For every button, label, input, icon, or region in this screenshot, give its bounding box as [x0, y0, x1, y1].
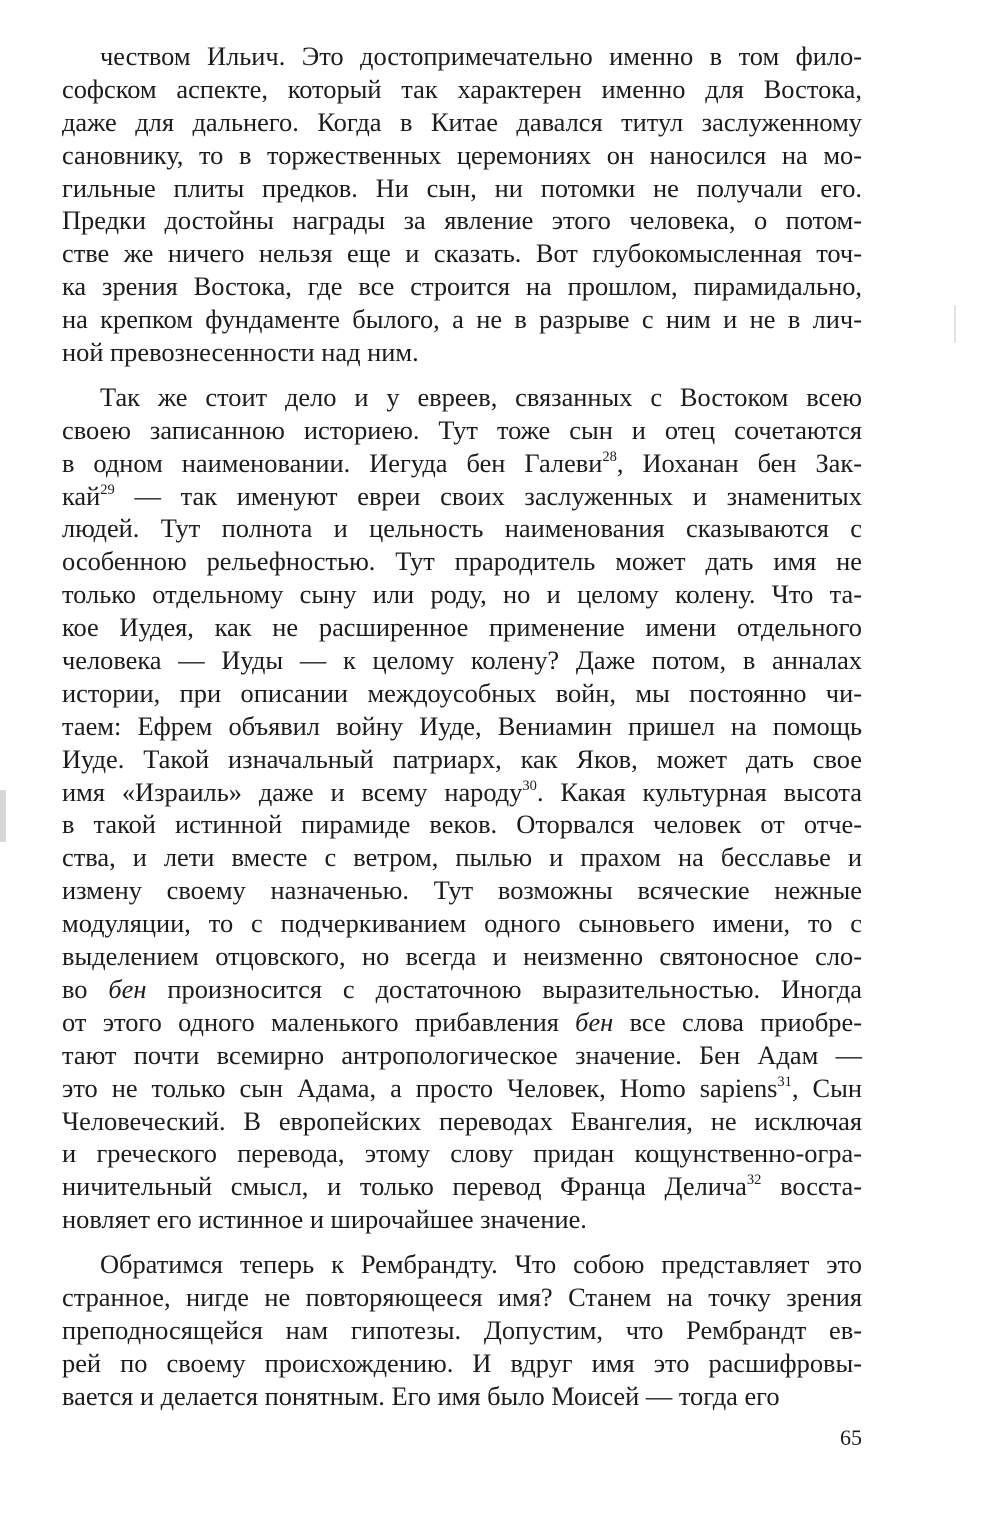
text-line: измену своему назначенью. Тут возможны всяческие нежные [62, 875, 862, 906]
text-segment: , Сын [791, 1072, 862, 1103]
footnote-ref: 29 [100, 481, 115, 498]
text-segment: от этого одного маленького прибавления [62, 1006, 576, 1037]
text-line: выделением отцовского, но всегда и неизменно святоносное сло- [62, 941, 862, 972]
text-segment: это не только сын Адама, а просто Человек, Homo sapiens [62, 1072, 778, 1103]
text-line: и греческого перевода, этому слову придан кощунственно-огра- [62, 1138, 862, 1169]
text-line [62, 973, 862, 1006]
text-line: гильные плиты предков. Ни сын, ни потомки не получали его. [62, 172, 862, 203]
text-line: даже для дальнего. Когда в Китае давался титул заслуженному [62, 106, 862, 137]
text-line: Так же стоит дело и у евреев, связанных с Востоком всею [100, 381, 862, 412]
text-line: особенною рельефностью. Тут прародитель может дать имя не [62, 546, 862, 577]
footnote-ref: 30 [522, 777, 537, 794]
text-line [62, 1170, 862, 1203]
footnote-ref: 32 [746, 1172, 762, 1189]
text-segment: восста- [761, 1171, 862, 1202]
text-line: ства, и лети вместе с ветром, пылью и прахом на бесславье и [62, 842, 862, 873]
paragraph [62, 381, 862, 1236]
text-line: рей по своему происхождению. И вдруг имя это расшифровы- [62, 1347, 862, 1378]
text-segment: , Иоханан бен Зак- [616, 447, 862, 478]
text-line: вается и делается понятным. Его имя было Моисей — тогда его [62, 1380, 780, 1411]
footnote-ref: 31 [777, 1073, 792, 1090]
italic-word: бен [575, 1006, 614, 1037]
text-line: кое Иудея, как не расширенное применение имени отдельного [62, 612, 862, 643]
text-line: Обратимся теперь к Рембрандту. Что собою представляет это [100, 1249, 862, 1280]
text-line: модуляции, то с подчеркиванием одного сыновьего имени, то с [62, 908, 862, 939]
text-line: новляет его истинное и широчайшее значение. [62, 1204, 587, 1235]
text-segment: ничительный смысл, и только перевод Франца Делича [62, 1171, 747, 1202]
footnote-ref: 28 [602, 448, 617, 465]
text-line [62, 480, 862, 513]
text-segment: произносится с достаточною выразительностью. Иногда [146, 973, 862, 1004]
text-line: своею записанною историею. Тут тоже сын и отец сочетаются [62, 414, 862, 445]
text-line: истории, при описании междоусобных войн, мы постоянно чи- [62, 677, 862, 708]
text-line: ной превознесенности над ним. [62, 337, 419, 368]
paragraph [62, 1248, 862, 1412]
text-line [62, 776, 862, 809]
text-line: странное, нигде не повторяющееся имя? Станем на точку зрения [62, 1281, 862, 1312]
text-line [62, 447, 862, 480]
text-segment: в одном наименовании. Иегуда бен Галеви [62, 447, 603, 478]
text-segment: — так именуют евреи своих заслуженных и знаменитых [114, 480, 862, 511]
text-line: Человеческий. В европейских переводах Евангелия, не исключая [62, 1105, 862, 1136]
text-line: только отдельному сыну или роду, но и целому колену. Что та- [62, 579, 862, 610]
text-line: тают почти всемирно антропологическое значение. Бен Адам — [62, 1039, 862, 1070]
text-segment: во [62, 973, 109, 1004]
text-line: преподносящейся нам гипотезы. Допустим, что Рембрандт ев- [62, 1314, 862, 1345]
text-line: сановнику, то в торжественных церемониях он наносился на мо- [62, 139, 862, 170]
text-line: чеством Ильич. Это достопримечательно именно в том фило- [100, 41, 862, 71]
text-line: человека — Иуды — к целому колену? Даже потом, в анналах [62, 645, 862, 676]
italic-word: бен [108, 973, 147, 1004]
text-line: стве же ничего нельзя еще и сказать. Вот глубокомысленная точ- [62, 238, 862, 269]
paragraph-gap [62, 1236, 862, 1248]
text-segment: имя «Израиль» даже и всему народу [62, 776, 523, 807]
text-line: Предки достойны награды за явление этого человека, о потом- [62, 205, 862, 236]
body-text [62, 40, 862, 1413]
text-line [62, 1072, 862, 1105]
text-line: таем: Ефрем объявил войну Иуде, Вениамин пришел на помощь [62, 710, 862, 741]
scan-edge-mark-right [954, 305, 956, 343]
text-line [62, 1006, 862, 1039]
text-line: ка зрения Востока, где все строится на прошлом, пирамидально, [62, 271, 862, 302]
text-line: людей. Тут полнота и цельность наименования сказываются с [62, 513, 862, 544]
scan-edge-mark [0, 790, 6, 842]
text-line: Иуде. Такой изначальный патриарх, как Яков, может дать свое [62, 743, 862, 774]
paragraph [62, 40, 862, 369]
paragraph-gap [62, 369, 862, 381]
text-line: софском аспекте, который так характерен именно для Востока, [62, 73, 862, 104]
text-line: на крепком фундаменте былого, а не в разрыве с ним и не в лич- [62, 304, 862, 335]
text-line: в такой истинной пирамиде веков. Оторвался человек от отче- [62, 809, 862, 840]
text-segment: кай [62, 480, 101, 511]
page-number: 65 [840, 1425, 862, 1450]
text-segment: . Какая культурная высота [536, 776, 862, 807]
text-segment: все слова приобре- [613, 1006, 862, 1037]
